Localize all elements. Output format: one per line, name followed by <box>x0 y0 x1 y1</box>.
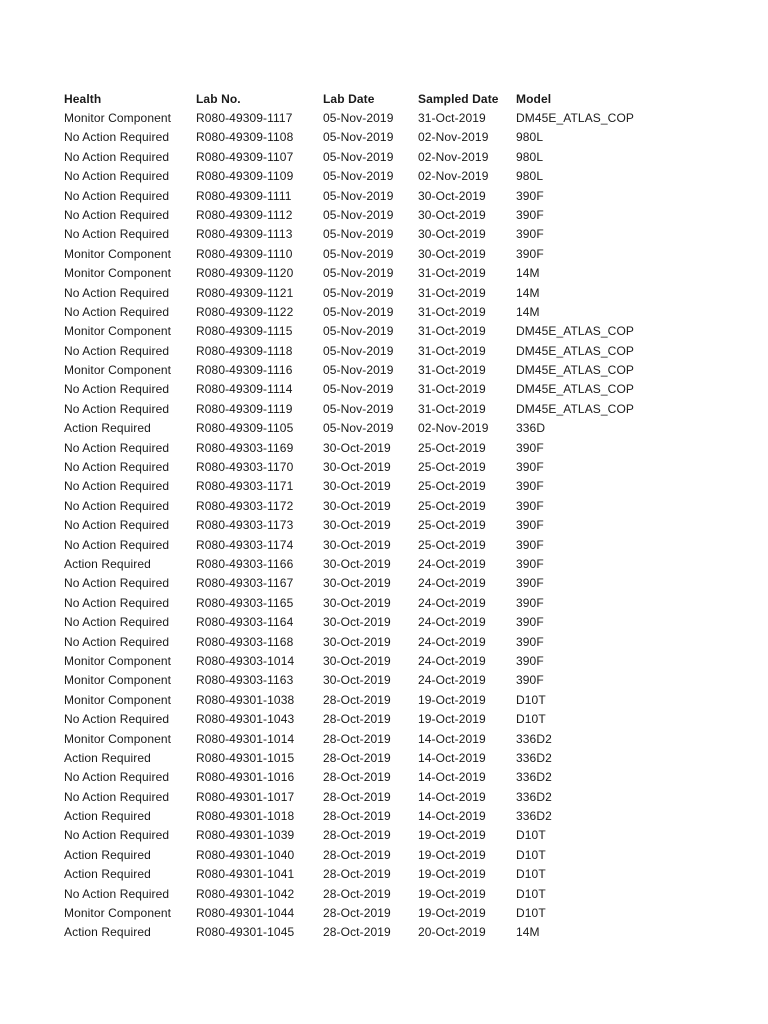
cell-sampled-date: 14-Oct-2019 <box>418 809 486 824</box>
cell-lab-no: R080-49301-1044 <box>196 906 295 921</box>
cell-lab-date: 30-Oct-2019 <box>323 479 391 494</box>
table-row <box>64 671 704 690</box>
cell-lab-date: 05-Nov-2019 <box>323 324 394 339</box>
cell-health: No Action Required <box>64 886 170 901</box>
cell-health: No Action Required <box>64 460 170 475</box>
cell-health: No Action Required <box>64 207 170 222</box>
cell-sampled-date: 02-Nov-2019 <box>418 169 489 184</box>
cell-lab-no: R080-49303-1166 <box>196 556 294 571</box>
cell-health: No Action Required <box>64 285 170 300</box>
cell-model: 980L <box>516 169 544 184</box>
cell-health: Action Required <box>64 809 151 824</box>
cell-sampled-date: 31-Oct-2019 <box>418 324 486 339</box>
cell-lab-no: R080-49303-1168 <box>196 634 294 649</box>
table-row <box>64 497 704 516</box>
cell-sampled-date: 14-Oct-2019 <box>418 750 486 765</box>
cell-model: D10T <box>516 828 546 843</box>
cell-model: DM45E_ATLAS_COP <box>516 324 634 339</box>
cell-sampled-date: 19-Oct-2019 <box>418 867 486 882</box>
cell-health: Monitor Component <box>64 653 172 668</box>
cell-sampled-date: 24-Oct-2019 <box>418 634 486 649</box>
table-row <box>64 923 704 942</box>
cell-health: Monitor Component <box>64 692 172 707</box>
table-row <box>64 536 704 555</box>
cell-health: Monitor Component <box>64 673 172 688</box>
cell-lab-no: R080-49309-1116 <box>196 363 293 378</box>
cell-sampled-date: 25-Oct-2019 <box>418 537 486 552</box>
cell-sampled-date: 30-Oct-2019 <box>418 207 486 222</box>
cell-lab-no: R080-49309-1114 <box>196 382 293 397</box>
cell-sampled-date: 19-Oct-2019 <box>418 906 486 921</box>
cell-health: No Action Required <box>64 770 170 785</box>
cell-lab-no: R080-49303-1165 <box>196 595 294 610</box>
cell-lab-date: 30-Oct-2019 <box>323 595 391 610</box>
cell-sampled-date: 30-Oct-2019 <box>418 246 486 261</box>
cell-lab-date: 28-Oct-2019 <box>323 809 391 824</box>
cell-sampled-date: 24-Oct-2019 <box>418 576 486 591</box>
cell-health: No Action Required <box>64 440 170 455</box>
cell-model: 390F <box>516 498 544 513</box>
cell-sampled-date: 19-Oct-2019 <box>418 847 486 862</box>
table-row <box>64 458 704 477</box>
cell-lab-no: R080-49309-1119 <box>196 401 293 416</box>
table-row <box>64 380 704 399</box>
cell-lab-no: R080-49301-1043 <box>196 712 295 727</box>
cell-model: 14M <box>516 304 540 319</box>
table-row <box>64 788 704 807</box>
cell-lab-date: 30-Oct-2019 <box>323 440 391 455</box>
table-row <box>64 749 704 768</box>
cell-model: D10T <box>516 906 546 921</box>
cell-lab-date: 28-Oct-2019 <box>323 770 391 785</box>
cell-lab-date: 28-Oct-2019 <box>323 789 391 804</box>
cell-model: 390F <box>516 188 544 203</box>
table-row <box>64 652 704 671</box>
column-header-lab-date: Lab Date <box>323 92 375 106</box>
cell-model: 390F <box>516 537 544 552</box>
cell-health: No Action Required <box>64 149 170 164</box>
cell-model: DM45E_ATLAS_COP <box>516 363 634 378</box>
cell-lab-no: R080-49301-1038 <box>196 692 295 707</box>
table-row <box>64 148 704 167</box>
cell-lab-no: R080-49301-1016 <box>196 770 295 785</box>
cell-lab-date: 28-Oct-2019 <box>323 906 391 921</box>
cell-sampled-date: 24-Oct-2019 <box>418 595 486 610</box>
cell-health: No Action Required <box>64 518 170 533</box>
cell-model: 390F <box>516 479 544 494</box>
cell-lab-date: 28-Oct-2019 <box>323 750 391 765</box>
cell-lab-date: 05-Nov-2019 <box>323 227 394 242</box>
cell-sampled-date: 14-Oct-2019 <box>418 789 486 804</box>
table-row <box>64 594 704 613</box>
cell-lab-date: 05-Nov-2019 <box>323 111 394 125</box>
cell-health: No Action Required <box>64 595 170 610</box>
cell-lab-no: R080-49301-1015 <box>196 750 295 765</box>
cell-lab-date: 28-Oct-2019 <box>323 731 391 746</box>
cell-health: Action Required <box>64 421 151 436</box>
cell-lab-no: R080-49301-1018 <box>196 809 295 824</box>
table-row <box>64 225 704 244</box>
cell-sampled-date: 02-Nov-2019 <box>418 421 489 436</box>
cell-sampled-date: 31-Oct-2019 <box>418 266 486 281</box>
cell-lab-no: R080-49301-1042 <box>196 886 295 901</box>
table-row <box>64 885 704 904</box>
cell-model: 390F <box>516 673 544 688</box>
table-row <box>64 710 704 729</box>
cell-lab-no: R080-49309-1121 <box>196 285 294 300</box>
cell-lab-date: 05-Nov-2019 <box>323 343 394 358</box>
cell-health: No Action Required <box>64 479 170 494</box>
cell-health: Monitor Component <box>64 324 172 339</box>
cell-lab-no: R080-49303-1171 <box>196 479 294 494</box>
cell-lab-no: R080-49309-1115 <box>196 324 293 339</box>
cell-sampled-date: 19-Oct-2019 <box>418 828 486 843</box>
cell-sampled-date: 25-Oct-2019 <box>418 460 486 475</box>
table-row <box>64 187 704 206</box>
cell-lab-no: R080-49309-1120 <box>196 266 294 281</box>
cell-lab-date: 28-Oct-2019 <box>323 828 391 843</box>
column-header-lab-no: Lab No. <box>196 92 241 106</box>
cell-model: D10T <box>516 847 546 862</box>
cell-health: Action Required <box>64 750 151 765</box>
cell-lab-no: R080-49309-1105 <box>196 421 294 436</box>
cell-lab-date: 30-Oct-2019 <box>323 537 391 552</box>
cell-model: DM45E_ATLAS_COP <box>516 382 634 397</box>
table-row <box>64 109 704 128</box>
table-row <box>64 846 704 865</box>
cell-model: DM45E_ATLAS_COP <box>516 343 634 358</box>
cell-sampled-date: 24-Oct-2019 <box>418 653 486 668</box>
table-row <box>64 633 704 652</box>
cell-lab-no: R080-49301-1045 <box>196 925 295 940</box>
cell-model: 390F <box>516 460 544 475</box>
table-row <box>64 439 704 458</box>
cell-health: Monitor Component <box>64 111 172 125</box>
cell-lab-date: 28-Oct-2019 <box>323 925 391 940</box>
cell-model: 390F <box>516 634 544 649</box>
cell-sampled-date: 20-Oct-2019 <box>418 925 486 940</box>
cell-health: No Action Required <box>64 634 170 649</box>
cell-health: No Action Required <box>64 498 170 513</box>
cell-health: Action Required <box>64 925 151 940</box>
table-row <box>64 419 704 438</box>
table-row <box>64 826 704 845</box>
cell-lab-date: 30-Oct-2019 <box>323 634 391 649</box>
cell-sampled-date: 02-Nov-2019 <box>418 149 489 164</box>
cell-model: 336D <box>516 421 546 436</box>
cell-lab-no: R080-49309-1107 <box>196 149 294 164</box>
cell-lab-date: 28-Oct-2019 <box>323 692 391 707</box>
cell-lab-no: R080-49309-1122 <box>196 304 294 319</box>
cell-sampled-date: 31-Oct-2019 <box>418 401 486 416</box>
cell-lab-no: R080-49303-1163 <box>196 673 294 688</box>
cell-model: D10T <box>516 692 546 707</box>
cell-model: 390F <box>516 440 544 455</box>
cell-health: Monitor Component <box>64 246 172 261</box>
cell-model: 390F <box>516 576 544 591</box>
cell-model: 390F <box>516 615 544 630</box>
cell-health: Action Required <box>64 867 151 882</box>
cell-lab-no: R080-49303-1164 <box>196 615 294 630</box>
cell-lab-date: 05-Nov-2019 <box>323 382 394 397</box>
cell-health: No Action Required <box>64 382 170 397</box>
cell-health: No Action Required <box>64 789 170 804</box>
cell-health: No Action Required <box>64 712 170 727</box>
cell-lab-date: 28-Oct-2019 <box>323 847 391 862</box>
cell-sampled-date: 25-Oct-2019 <box>418 479 486 494</box>
cell-health: No Action Required <box>64 304 170 319</box>
cell-lab-date: 05-Nov-2019 <box>323 246 394 261</box>
cell-model: DM45E_ATLAS_COP <box>516 401 634 416</box>
cell-sampled-date: 31-Oct-2019 <box>418 343 486 358</box>
table-header-row <box>64 89 704 109</box>
cell-model: DM45E_ATLAS_COP <box>516 111 634 125</box>
cell-lab-date: 05-Nov-2019 <box>323 207 394 222</box>
cell-lab-no: R080-49301-1014 <box>196 731 295 746</box>
cell-sampled-date: 19-Oct-2019 <box>418 692 486 707</box>
cell-sampled-date: 24-Oct-2019 <box>418 673 486 688</box>
cell-lab-no: R080-49303-1169 <box>196 440 294 455</box>
cell-lab-date: 30-Oct-2019 <box>323 518 391 533</box>
cell-health: Monitor Component <box>64 731 172 746</box>
table-row <box>64 284 704 303</box>
table-row <box>64 730 704 749</box>
cell-health: Monitor Component <box>64 906 172 921</box>
cell-sampled-date: 19-Oct-2019 <box>418 886 486 901</box>
cell-model: 336D2 <box>516 731 552 746</box>
table-row <box>64 477 704 496</box>
cell-health: Action Required <box>64 847 151 862</box>
table-row <box>64 206 704 225</box>
table-row <box>64 264 704 283</box>
table-row <box>64 574 704 593</box>
cell-lab-no: R080-49301-1017 <box>196 789 295 804</box>
cell-lab-no: R080-49303-1170 <box>196 460 294 475</box>
table-row <box>64 807 704 826</box>
cell-model: 390F <box>516 595 544 610</box>
cell-health: No Action Required <box>64 343 170 358</box>
cell-model: 336D2 <box>516 770 552 785</box>
cell-sampled-date: 25-Oct-2019 <box>418 518 486 533</box>
cell-model: 980L <box>516 130 544 145</box>
column-header-sampled-date: Sampled Date <box>418 92 499 106</box>
cell-sampled-date: 24-Oct-2019 <box>418 615 486 630</box>
cell-model: 390F <box>516 246 544 261</box>
cell-sampled-date: 02-Nov-2019 <box>418 130 489 145</box>
cell-model: D10T <box>516 886 546 901</box>
cell-lab-no: R080-49309-1113 <box>196 227 293 242</box>
cell-model: 336D2 <box>516 750 552 765</box>
cell-health: Monitor Component <box>64 363 172 378</box>
cell-lab-date: 05-Nov-2019 <box>323 188 394 203</box>
cell-health: Monitor Component <box>64 266 172 281</box>
cell-health: No Action Required <box>64 169 170 184</box>
table-body <box>64 109 704 943</box>
cell-lab-no: R080-49309-1112 <box>196 207 293 222</box>
cell-lab-date: 05-Nov-2019 <box>323 169 394 184</box>
cell-model: D10T <box>516 712 546 727</box>
cell-health: No Action Required <box>64 227 170 242</box>
cell-model: 14M <box>516 266 540 281</box>
table-row <box>64 342 704 361</box>
cell-lab-date: 30-Oct-2019 <box>323 498 391 513</box>
cell-model: D10T <box>516 867 546 882</box>
cell-lab-no: R080-49301-1041 <box>196 867 295 882</box>
cell-health: Action Required <box>64 556 151 571</box>
cell-sampled-date: 25-Oct-2019 <box>418 440 486 455</box>
table-row <box>64 516 704 535</box>
cell-model: 390F <box>516 227 544 242</box>
cell-sampled-date: 30-Oct-2019 <box>418 227 486 242</box>
cell-model: 390F <box>516 556 544 571</box>
cell-lab-no: R080-49301-1040 <box>196 847 295 862</box>
cell-lab-date: 28-Oct-2019 <box>323 886 391 901</box>
table-row <box>64 400 704 419</box>
cell-sampled-date: 30-Oct-2019 <box>418 188 486 203</box>
cell-lab-date: 05-Nov-2019 <box>323 149 394 164</box>
cell-sampled-date: 31-Oct-2019 <box>418 382 486 397</box>
cell-lab-no: R080-49303-1173 <box>196 518 294 533</box>
cell-lab-date: 28-Oct-2019 <box>323 867 391 882</box>
table-row <box>64 555 704 574</box>
cell-lab-date: 30-Oct-2019 <box>323 615 391 630</box>
cell-lab-date: 30-Oct-2019 <box>323 556 391 571</box>
cell-lab-no: R080-49303-1014 <box>196 653 295 668</box>
cell-lab-date: 05-Nov-2019 <box>323 266 394 281</box>
cell-model: 390F <box>516 207 544 222</box>
table-row <box>64 322 704 341</box>
cell-model: 390F <box>516 653 544 668</box>
table-row <box>64 361 704 380</box>
cell-sampled-date: 31-Oct-2019 <box>418 363 486 378</box>
cell-lab-no: R080-49309-1117 <box>196 111 293 125</box>
table-row <box>64 865 704 884</box>
table-row <box>64 768 704 787</box>
cell-lab-date: 05-Nov-2019 <box>323 421 394 436</box>
cell-lab-no: R080-49309-1111 <box>196 188 292 203</box>
sample-results-table <box>64 89 704 943</box>
table-row <box>64 128 704 147</box>
cell-lab-no: R080-49309-1118 <box>196 343 293 358</box>
cell-sampled-date: 31-Oct-2019 <box>418 285 486 300</box>
cell-lab-date: 30-Oct-2019 <box>323 576 391 591</box>
table-row <box>64 904 704 923</box>
cell-lab-date: 30-Oct-2019 <box>323 653 391 668</box>
cell-health: No Action Required <box>64 828 170 843</box>
table-row <box>64 167 704 186</box>
cell-lab-no: R080-49303-1167 <box>196 576 294 591</box>
cell-lab-date: 30-Oct-2019 <box>323 673 391 688</box>
column-header-model: Model <box>516 92 552 106</box>
cell-lab-date: 05-Nov-2019 <box>323 363 394 378</box>
cell-lab-date: 05-Nov-2019 <box>323 401 394 416</box>
cell-health: No Action Required <box>64 576 170 591</box>
cell-lab-date: 28-Oct-2019 <box>323 712 391 727</box>
cell-model: 14M <box>516 925 540 940</box>
cell-health: No Action Required <box>64 537 170 552</box>
cell-model: 336D2 <box>516 809 552 824</box>
cell-lab-date: 05-Nov-2019 <box>323 285 394 300</box>
table-row <box>64 303 704 322</box>
cell-lab-no: R080-49301-1039 <box>196 828 295 843</box>
cell-sampled-date: 19-Oct-2019 <box>418 712 486 727</box>
cell-lab-no: R080-49309-1109 <box>196 169 294 184</box>
cell-lab-no: R080-49309-1110 <box>196 246 293 261</box>
cell-sampled-date: 24-Oct-2019 <box>418 556 486 571</box>
cell-model: 336D2 <box>516 789 552 804</box>
cell-lab-no: R080-49303-1172 <box>196 498 294 513</box>
cell-lab-no: R080-49309-1108 <box>196 130 294 145</box>
cell-health: No Action Required <box>64 615 170 630</box>
cell-health: No Action Required <box>64 188 170 203</box>
cell-lab-date: 30-Oct-2019 <box>323 460 391 475</box>
cell-lab-no: R080-49303-1174 <box>196 537 294 552</box>
table-row <box>64 691 704 710</box>
table-row <box>64 245 704 264</box>
cell-sampled-date: 31-Oct-2019 <box>418 304 486 319</box>
cell-sampled-date: 31-Oct-2019 <box>418 111 486 125</box>
table-row <box>64 613 704 632</box>
cell-lab-date: 05-Nov-2019 <box>323 130 394 145</box>
cell-model: 14M <box>516 285 540 300</box>
cell-lab-date: 05-Nov-2019 <box>323 304 394 319</box>
cell-health: No Action Required <box>64 130 170 145</box>
column-header-health: Health <box>64 92 102 106</box>
cell-sampled-date: 14-Oct-2019 <box>418 731 486 746</box>
cell-health: No Action Required <box>64 401 170 416</box>
cell-sampled-date: 25-Oct-2019 <box>418 498 486 513</box>
cell-sampled-date: 14-Oct-2019 <box>418 770 486 785</box>
cell-model: 390F <box>516 518 544 533</box>
cell-model: 980L <box>516 149 544 164</box>
